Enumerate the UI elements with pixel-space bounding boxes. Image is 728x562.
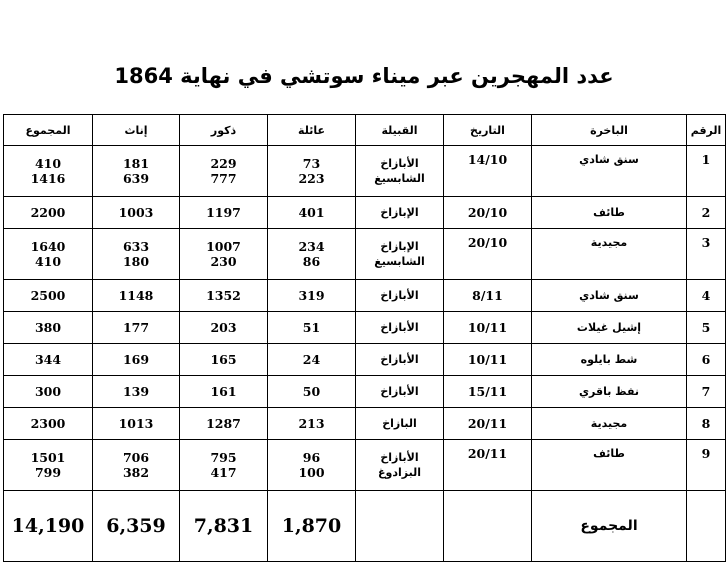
cell-females-line: 181 (122, 156, 150, 171)
cell-families (268, 197, 356, 229)
cell-number: 9 (687, 440, 726, 491)
emigrants-table-container (3, 114, 725, 562)
cell-females (93, 376, 180, 408)
cell-families-line: 213 (298, 416, 325, 431)
cell-total (4, 440, 93, 491)
cell-females-line: 639 (122, 171, 150, 186)
cell-total (4, 229, 93, 280)
cell-tribe (356, 376, 444, 408)
cell-families-line: 73 (302, 156, 321, 171)
cell-males-line: 1287 (206, 416, 241, 431)
cell-total-line: 1416 (30, 171, 66, 186)
totals-tribe-empty (356, 491, 444, 562)
cell-date: 20/11 (444, 408, 532, 440)
cell-ship: مجيدية (532, 229, 687, 280)
cell-families-line: 234 (298, 239, 325, 254)
cell-males-line: 1352 (206, 288, 241, 303)
cell-males-line: 795 (210, 450, 237, 465)
cell-ship: نفظ باقري (532, 376, 687, 408)
cell-females (93, 146, 180, 197)
cell-total-line: 2300 (30, 416, 66, 431)
header-number: الرقم (687, 115, 726, 146)
cell-date: 20/11 (444, 440, 532, 491)
cell-males (180, 344, 268, 376)
cell-families-line: 51 (302, 320, 321, 335)
cell-ship: سنق شادي (532, 146, 687, 197)
cell-females-line: 180 (122, 254, 150, 269)
totals-females: 6,359 (93, 491, 180, 562)
totals-row (4, 491, 726, 562)
cell-number: 1 (687, 146, 726, 197)
cell-females (93, 408, 180, 440)
emigrants-table (3, 114, 726, 562)
cell-families-line: 401 (298, 205, 325, 220)
cell-total (4, 146, 93, 197)
cell-tribe-line: الأبازاخ (380, 353, 419, 366)
cell-number: 4 (687, 280, 726, 312)
header-tribe: القبيلة (356, 115, 444, 146)
cell-males-line: 165 (210, 352, 237, 367)
cell-families-line: 100 (298, 465, 325, 480)
totals-date-empty (444, 491, 532, 562)
cell-tribe-line: الأبازاخ (380, 289, 419, 302)
header-total: المجموع (4, 115, 93, 146)
cell-families (268, 376, 356, 408)
cell-males-line: 161 (210, 384, 237, 399)
cell-total-line: 1501 (30, 450, 66, 465)
cell-tribe (356, 146, 444, 197)
header-row (4, 115, 726, 146)
cell-total-line: 344 (34, 352, 62, 367)
table-row (4, 312, 726, 344)
cell-total (4, 376, 93, 408)
cell-ship: طائف (532, 197, 687, 229)
table-row (4, 440, 726, 491)
cell-females-line: 1003 (118, 205, 154, 220)
cell-tribe (356, 440, 444, 491)
cell-total (4, 312, 93, 344)
totals-number-empty (687, 491, 726, 562)
header-ship: الباخرة (532, 115, 687, 146)
cell-total-line: 410 (34, 254, 62, 269)
cell-tribe-line: الشابسيغ (374, 255, 425, 268)
cell-females-line: 139 (122, 384, 150, 399)
cell-tribe (356, 229, 444, 280)
cell-females (93, 344, 180, 376)
cell-families-line: 86 (302, 254, 321, 269)
cell-males (180, 408, 268, 440)
cell-date: 20/10 (444, 197, 532, 229)
cell-tribe-line: الأبازاخ (380, 451, 419, 464)
cell-families-line: 223 (298, 171, 325, 186)
cell-date: 8/11 (444, 280, 532, 312)
cell-females-line: 706 (122, 450, 150, 465)
cell-females-line: 177 (122, 320, 150, 335)
cell-tribe (356, 280, 444, 312)
cell-number: 8 (687, 408, 726, 440)
header-families: عائلة (268, 115, 356, 146)
cell-ship: سنق شادي (532, 280, 687, 312)
table-row (4, 146, 726, 197)
table-row (4, 229, 726, 280)
cell-total (4, 344, 93, 376)
cell-tribe-line: البزادوغ (377, 466, 421, 479)
cell-females (93, 440, 180, 491)
table-row (4, 344, 726, 376)
cell-families (268, 312, 356, 344)
cell-tribe-line: الإبازاخ (380, 240, 419, 253)
table-row (4, 408, 726, 440)
cell-males-line: 203 (210, 320, 237, 335)
cell-ship: طائف (532, 440, 687, 491)
cell-males-line: 777 (210, 171, 237, 186)
totals-males: 7,831 (180, 491, 268, 562)
cell-males (180, 440, 268, 491)
cell-tribe-line: الأبازاخ (380, 321, 419, 334)
cell-tribe (356, 197, 444, 229)
cell-families-line: 24 (302, 352, 321, 367)
cell-ship: إشيل غيلات (532, 312, 687, 344)
cell-tribe-line: الشابسيغ (374, 172, 425, 185)
cell-date: 15/11 (444, 376, 532, 408)
totals-families: 1,870 (268, 491, 356, 562)
cell-number: 6 (687, 344, 726, 376)
cell-females (93, 229, 180, 280)
cell-females-line: 633 (122, 239, 150, 254)
table-body (4, 146, 726, 491)
cell-females-line: 169 (122, 352, 150, 367)
cell-tribe-line: الأبازاخ (380, 385, 419, 398)
totals-total: 14,190 (4, 491, 93, 562)
cell-females (93, 197, 180, 229)
cell-males (180, 229, 268, 280)
cell-date: 20/10 (444, 229, 532, 280)
cell-total (4, 197, 93, 229)
cell-females (93, 280, 180, 312)
cell-total-line: 410 (34, 156, 62, 171)
cell-number: 2 (687, 197, 726, 229)
cell-total-line: 2200 (30, 205, 66, 220)
cell-families (268, 229, 356, 280)
cell-families (268, 280, 356, 312)
header-date: التاريخ (444, 115, 532, 146)
cell-date: 10/11 (444, 312, 532, 344)
cell-females (93, 312, 180, 344)
cell-females-line: 1013 (118, 416, 154, 431)
page-title: عدد المهجرين عبر ميناء سوتشي في نهاية 1864 (114, 64, 614, 88)
cell-families (268, 344, 356, 376)
cell-families (268, 146, 356, 197)
cell-total (4, 280, 93, 312)
cell-tribe-line: الأبازاخ (380, 157, 419, 170)
cell-total-line: 1640 (30, 239, 66, 254)
cell-males-line: 229 (210, 156, 237, 171)
cell-date: 10/11 (444, 344, 532, 376)
cell-number: 7 (687, 376, 726, 408)
cell-date: 14/10 (444, 146, 532, 197)
cell-females-line: 382 (122, 465, 150, 480)
cell-ship: مجيدية (532, 408, 687, 440)
cell-total-line: 2500 (30, 288, 66, 303)
cell-families (268, 440, 356, 491)
cell-females-line: 1148 (118, 288, 154, 303)
cell-males-line: 1197 (206, 205, 241, 220)
cell-males (180, 312, 268, 344)
cell-males (180, 197, 268, 229)
cell-total-line: 799 (34, 465, 62, 480)
cell-families-line: 96 (302, 450, 321, 465)
cell-tribe-line: الإبازاخ (380, 206, 419, 219)
cell-total (4, 408, 93, 440)
cell-tribe-line: البازاخ (382, 417, 417, 430)
cell-number: 5 (687, 312, 726, 344)
cell-males-line: 230 (210, 254, 237, 269)
cell-families-line: 50 (302, 384, 321, 399)
header-males: ذكور (180, 115, 268, 146)
cell-tribe (356, 344, 444, 376)
cell-males (180, 146, 268, 197)
cell-total-line: 380 (34, 320, 62, 335)
cell-males-line: 417 (210, 465, 237, 480)
table-row (4, 280, 726, 312)
header-females: إناث (93, 115, 180, 146)
cell-families (268, 408, 356, 440)
cell-number: 3 (687, 229, 726, 280)
cell-ship: شط بايلوه (532, 344, 687, 376)
table-row (4, 197, 726, 229)
cell-males-line: 1007 (206, 239, 241, 254)
cell-families-line: 319 (298, 288, 325, 303)
cell-tribe (356, 312, 444, 344)
cell-tribe (356, 408, 444, 440)
cell-males (180, 280, 268, 312)
totals-label: المجموع (532, 491, 687, 562)
cell-total-line: 300 (34, 384, 62, 399)
table-row (4, 376, 726, 408)
cell-males (180, 376, 268, 408)
